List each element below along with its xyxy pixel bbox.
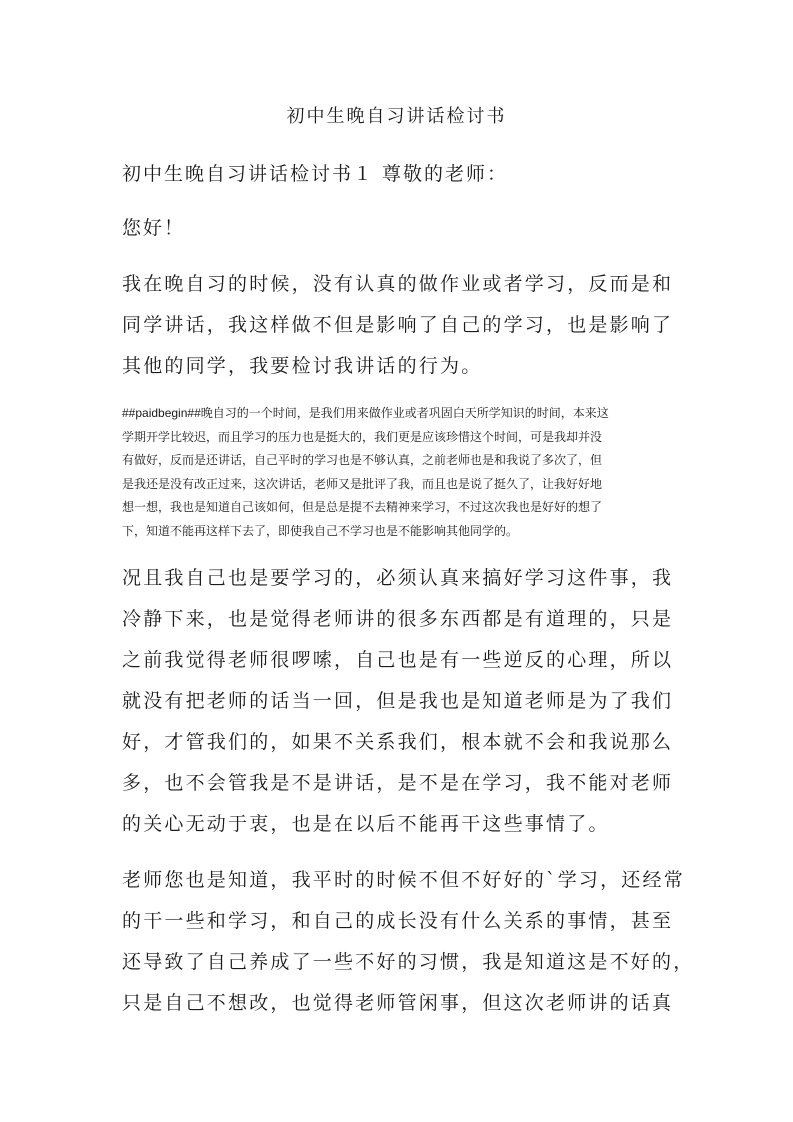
paragraph-line: 下，知道不能再这样下去了，即使我自己不学习也是不能影响其他同学的。: [122, 523, 519, 538]
paragraph-3: [122, 558, 682, 845]
document-title: 初中生晚自习讲话检讨书: [286, 106, 507, 127]
paragraph-line: 老师您也是知道，我平时的时候不但不好好的`学习，还经常: [122, 869, 685, 891]
paragraph-line: 还导致了自己养成了一些不好的习惯，我是知道这是不好的，: [122, 951, 695, 973]
greeting-line: 您好！: [122, 217, 186, 239]
paragraph-line: 学期开学比较迟，而且学习的压力也是挺大的，我们更是应该珍惜这个时间，可是我却并没: [122, 429, 603, 444]
paragraph-line: 的关心无动于衷，也是在以后不能再干这些事情了。: [122, 813, 610, 835]
paragraph-4: [122, 860, 695, 1024]
paragraph-line: 只是自己不想改，也觉得老师管闲事，但这次老师讲的话真: [122, 992, 674, 1014]
paragraph-line: 的干一些和学习，和自己的成长没有什么关系的事情，甚至: [122, 910, 674, 932]
paragraph-line: 就没有把老师的话当一回，但是我也是知道老师是为了我们: [122, 690, 674, 712]
paragraph-line: 有做好，反而是还讲话，自己平时的学习也是不够认真，之前老师也是和我说了多次了，但: [122, 453, 603, 467]
paragraph-line: 好，才管我们的，如果不关系我们，根本就不会和我说那么: [122, 731, 674, 753]
paragraph-line: 况且我自己也是要学习的，必须认真来搞好学习这件事，我: [122, 567, 674, 589]
paid-marker: ##paidbegin##: [122, 406, 201, 420]
paragraph-line: 多，也不会管我是不是讲话，是不是在学习，我不能对老师: [122, 772, 674, 794]
paragraph-line: 是我还是没有改正过来，这次讲话，老师又是批评了我，而且也是说了挺久了，让我好好地: [122, 476, 603, 491]
paragraph-line: 想一想，我也是知道自己该如何，但是总是提不去精神来学习，不过这次我也是好好的想了: [122, 500, 603, 514]
paragraph-1: [122, 264, 682, 387]
paragraph-line: 我在晚自习的时候，没有认真的做作业或者学习，反而是和: [122, 273, 674, 295]
paragraph-line: 同学讲话，我这样做不但是影响了自己的学习，也是影响了: [122, 314, 674, 336]
paragraph-line: 冷静下来，也是觉得老师讲的很多东西都是有道理的，只是: [122, 608, 674, 630]
paragraph-2: [122, 402, 678, 543]
paragraph-text: 晚自习的一个时间，是我们用来做作业或者巩固白天所学知识的时间，本来这: [200, 406, 609, 420]
paragraph-line: [122, 402, 678, 426]
paragraph-line: 其他的同学，我要检讨我讲话的行为。: [122, 355, 483, 377]
section-heading: 初中生晚自习讲话检讨书１ 尊敬的老师：: [122, 163, 509, 185]
paragraph-line: 之前我觉得老师很啰嗦，自己也是有一些逆反的心理，所以: [122, 649, 674, 671]
